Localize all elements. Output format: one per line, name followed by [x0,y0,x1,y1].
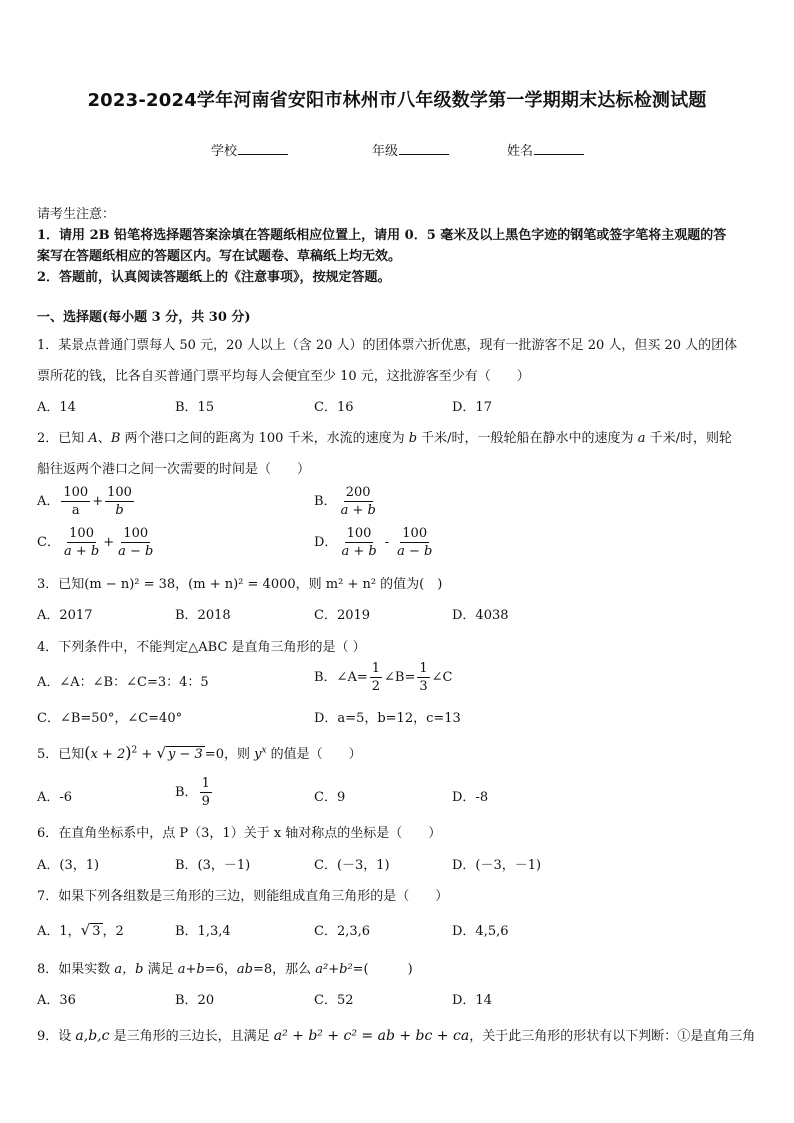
q4-option-b[interactable]: B．∠A= $\frac{1}{2}$ ∠B= $\frac{1}{3}$ ∠C [314,661,453,694]
fraction: $\frac{100}{a + b}$ [341,526,377,559]
q7-option-d[interactable]: D．4,5,6 [452,924,509,939]
q4-option-c[interactable]: C．∠B=50°，∠C=40° [37,711,183,726]
q8-option-c[interactable]: C．52 [314,993,354,1008]
q7-option-b[interactable]: B．1,3,4 [175,924,231,939]
q8-option-d[interactable]: D．14 [452,993,492,1008]
q1-option-c[interactable]: C．16 [314,400,354,415]
q2-stem-1: 2．已知 A、B 两个港口之间的距离为 100 千米，水流的速度为 b 千米/时，一般轮船在静水中的速度为 a 千米/时，则轮 [37,431,732,446]
q6-stem: 6．在直角坐标系中，点 P（3，1）关于 x 轴对称点的坐标是（ ） [37,826,442,841]
notice-item-2: 2．答题前，认真阅读答题纸上的《注意事项》，按规定答题。 [37,270,391,285]
q6-option-a[interactable]: A．(3，1) [37,858,100,873]
fraction: $\frac{1}{2}$ [371,661,381,694]
fraction: $\frac{100}{b}$ [107,485,132,518]
q2-option-c[interactable]: C． $\frac{100}{a + b}$ + $\frac{100}{a - b}$ [37,526,154,559]
q6-option-c[interactable]: C．(－3，1) [314,858,390,873]
q6-option-b[interactable]: B．(3，－1) [175,858,251,873]
q5-option-b[interactable]: B． $\frac{1}{9}$ [175,776,210,809]
fraction: $\frac{100}{a - b}$ [118,526,154,559]
name-blank[interactable] [534,142,584,155]
section-heading: 一、选择题(每小题 3 分，共 30 分) [37,310,251,325]
notice-item-1b: 案写在答题纸相应的答题区内。写在试题卷、草稿纸上均无效。 [37,249,402,264]
q1-stem-1: 1．某景点普通门票每人 50 元，20 人以上（含 20 人）的团体票六折优惠，现有一批游客不足 20 人，但买 20 人的团体 [37,338,738,353]
q9-stem: 9．设 a,b,c 是三角形的三边长，且满足 a² + b² + c² = ab + bc + ca，关于此三角形的形状有以下判断：①是直角三角 [37,1028,756,1044]
name-field: 姓名 [507,140,584,159]
fraction: $\frac{100}{a}$ [63,485,89,518]
q4-option-a[interactable]: A．∠A：∠B：∠C=3：4：5 [37,675,209,690]
q3-option-b[interactable]: B．2018 [175,608,231,623]
q2-stem-2: 船往返两个港口之间一次需要的时间是（ ） [37,462,311,477]
q1-option-a[interactable]: A．14 [37,400,76,415]
q8-option-b[interactable]: B．20 [175,993,215,1008]
q7-stem: 7．如果下列各组数是三角形的三边，则能组成直角三角形的是（ ） [37,889,449,904]
q1-stem-2: 票所花的钱，比各自买普通门票平均每人会便宜至少 10 元，这批游客至少有（ ） [37,369,530,384]
notice-heading: 请考生注意： [37,207,116,222]
school-blank[interactable] [238,142,288,155]
school-field: 学校 [211,140,288,159]
q7-option-c[interactable]: C．2,3,6 [314,924,371,939]
q1-option-b[interactable]: B．15 [175,400,215,415]
q3-option-a[interactable]: A．2017 [37,608,93,623]
q1-option-d[interactable]: D．17 [452,400,492,415]
q5-option-d[interactable]: D．-8 [452,790,489,805]
q8-stem: 8．如果实数 a，b 满足 a+b=6，ab=8，那么 a²+b²=( ) [37,962,413,977]
fraction: $\frac{200}{a + b}$ [340,485,376,518]
q2-option-b[interactable]: B． $\frac{200}{a + b}$ [314,485,376,518]
q5-stem: 5．已知$(x + 2)^2$ + √ y − 3 =0，则 $y^x$ 的值是（ ） [37,743,362,762]
q3-option-d[interactable]: D．4038 [452,608,509,623]
q8-option-a[interactable]: A．36 [37,993,76,1008]
fraction: $\frac{1}{9}$ [201,776,210,809]
q5-option-c[interactable]: C．9 [314,790,346,805]
q2-option-d[interactable]: D． $\frac{100}{a + b}$ - $\frac{100}{a - b}$ [314,526,433,559]
q5-option-a[interactable]: A．-6 [37,790,73,805]
grade-field: 年级 [372,140,449,159]
q2-option-a[interactable]: A． $\frac{100}{a}$ + $\frac{100}{b}$ [37,485,132,518]
q4-option-d[interactable]: D．a=5，b=12，c=13 [314,711,461,726]
notice-item-1a: 1．请用 2B 铅笔将选择题答案涂填在答题纸相应位置上，请用 0．5 毫米及以上黑色字迹的钢笔或签字笔将主观题的答 [37,228,727,243]
fraction: $\frac{100}{a - b}$ [397,526,433,559]
q3-stem: 3．已知(m − n)² = 38，(m + n)² = 4000，则 m² + n² 的值为( ) [37,577,443,592]
fraction: $\frac{100}{a + b}$ [63,526,100,559]
q3-option-c[interactable]: C．2019 [314,608,371,623]
q4-stem: 4．下列条件中，不能判定△ABC 是直角三角形的是（ ） [37,640,366,655]
grade-blank[interactable] [399,142,449,155]
fraction: $\frac{1}{3}$ [419,661,428,694]
q6-option-d[interactable]: D．(－3，－1) [452,858,542,873]
exam-title: 2023-2024学年河南省安阳市林州市八年级数学第一学期期末达标检测试题 [87,90,707,111]
q7-option-a[interactable]: A．1，√ 3 ，2 [37,921,124,939]
